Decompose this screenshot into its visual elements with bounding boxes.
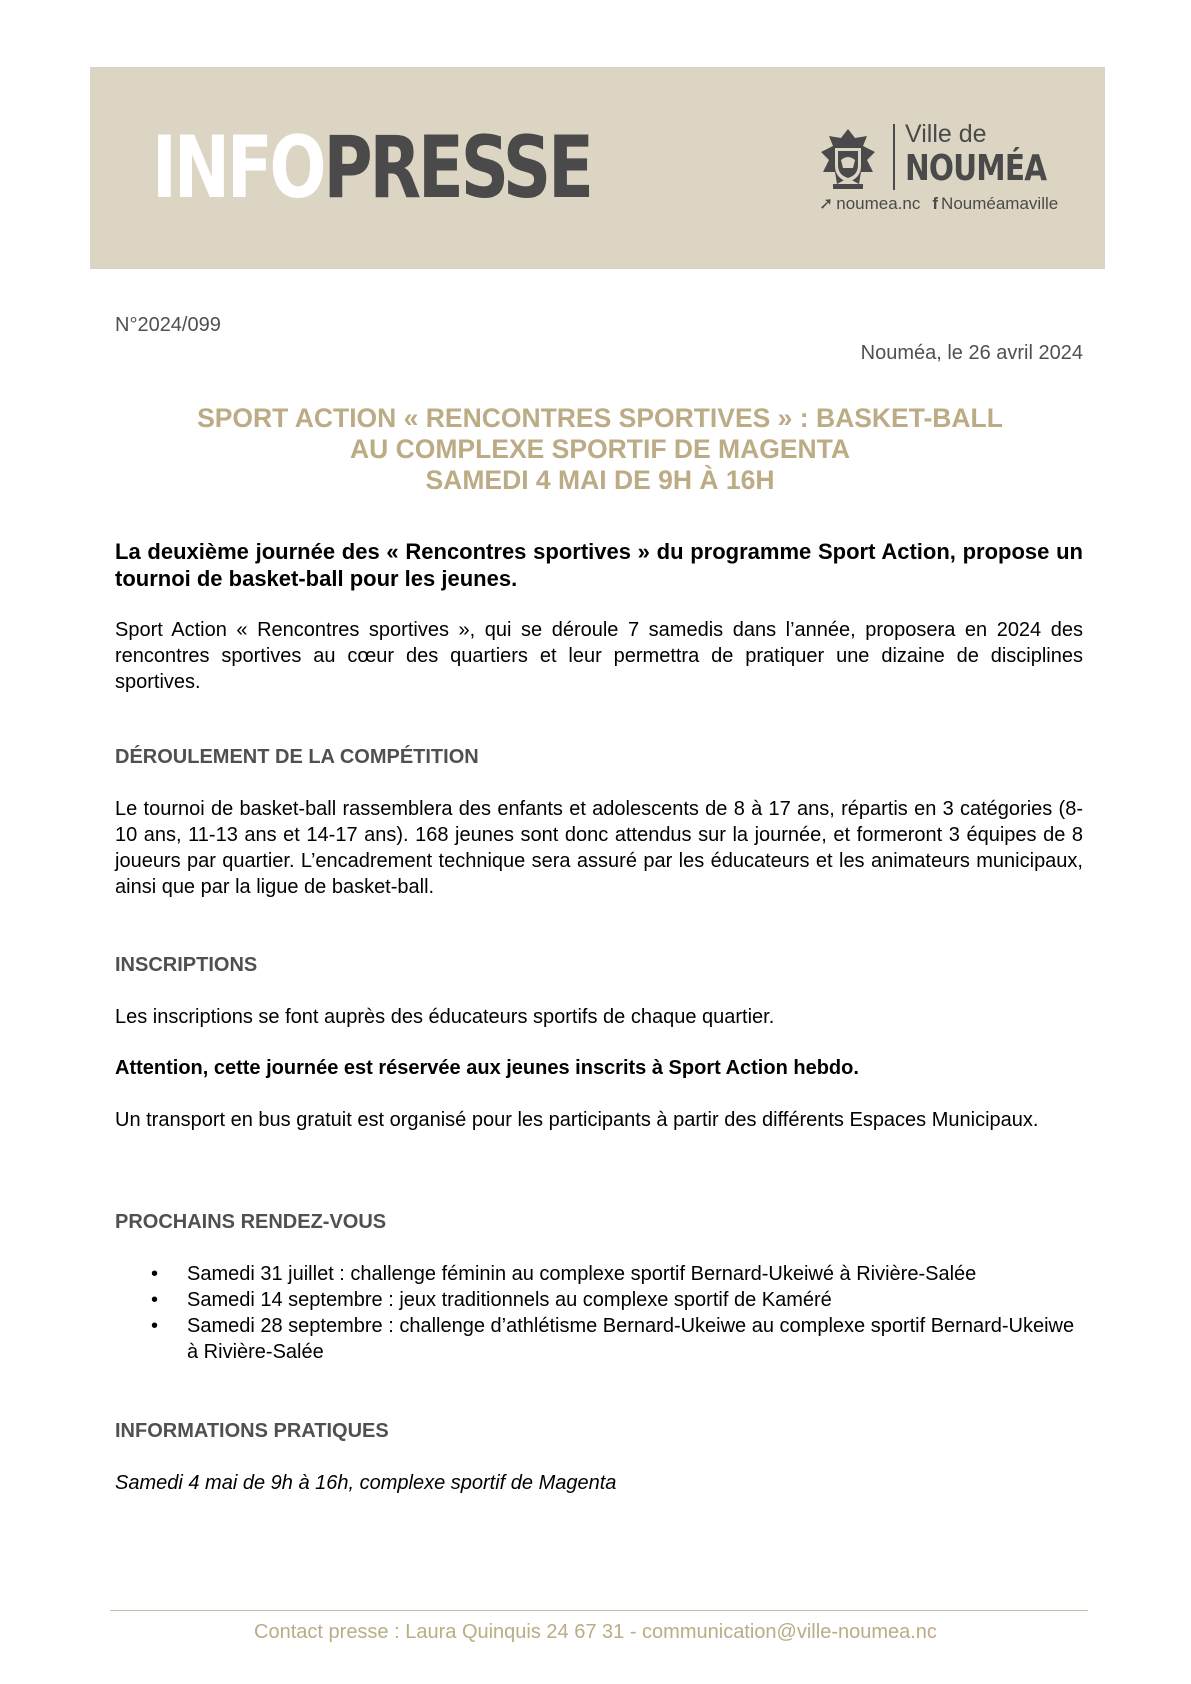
logo-city-name: NOUMÉA [905,148,1047,189]
bullet: • [151,1289,159,1311]
info-presse-wordmark [152,118,591,218]
press-release-number: N°2024/099 [115,314,221,336]
list-item [115,1261,1083,1287]
deroulement-paragraph: Le tournoi de basket-ball rassemblera des enfants et adolescents de 8 à 17 ans, répartis en 3 catégories (8-10 ans, 11-13 ans et 14-17 ans). 168 jeunes sont donc attendus sur la journée, et formeront 3 équipes de 8 joueurs par quartier. L’encadrement technique sera assuré par les éducateurs et les animateurs municipaux, ainsi que par la ligue de basket-ball. [115,798,1083,898]
lead-paragraph: La deuxième journée des « Rencontres sportives » du programme Sport Action, propose un tournoi de basket-ball pour les jeunes. [115,539,1083,591]
list-item [115,1313,1083,1365]
pratiques-paragraph: Samedi 4 mai de 9h à 16h, complexe sportif de Magenta [115,1472,617,1494]
intro-paragraph: Sport Action « Rencontres sportives », qui se déroule 7 samedis dans l’année, proposera en 2024 des rencontres sportives au cœur des quartiers et leur permettra de pratiquer une dizaine de disciplines sportives. [115,619,1083,693]
website-link[interactable]: noumea.nc [836,194,921,213]
city-crest-icon [815,126,881,192]
list-item-text: Samedi 28 septembre : challenge d’athlétisme Bernard-Ukeiwe au complexe sportif Bernard-Ukeiwe à Rivière-Salée [187,1315,1075,1363]
inscriptions-paragraph: Les inscriptions se font auprès des éducateurs sportifs de chaque quartier. [115,1006,775,1028]
bullet: • [151,1315,159,1337]
facebook-icon: f [932,194,939,213]
inscriptions-warning: Attention, cette journée est réservée aux jeunes inscrits à Sport Action hebdo. [115,1057,859,1079]
list-item-text: Samedi 14 septembre : jeux traditionnels au complexe sportif de Kaméré [187,1289,832,1311]
list-item-text: Samedi 31 juillet : challenge féminin au complexe sportif Bernard-Ukeiwé à Rivière-Salée [187,1263,977,1285]
press-contact: Contact presse : Laura Quinquis 24 67 31 - communication@ville-noumea.nc [254,1621,937,1643]
logo-links [819,194,1058,214]
brand-part-presse: PRESSE [323,118,591,218]
bullet: • [151,1263,159,1285]
heading-rendezvous: PROCHAINS RENDEZ-VOUS [115,1211,387,1233]
title-line-1: SPORT ACTION « RENCONTRES SPORTIVES » : BASKET-BALL [197,403,1003,433]
title-line-2: AU COMPLEXE SPORTIF DE MAGENTA [349,434,851,464]
facebook-link[interactable]: Nouméamaville [941,194,1059,213]
document-title [100,403,1100,496]
heading-pratiques: INFORMATIONS PRATIQUES [115,1420,389,1442]
heading-deroulement: DÉROULEMENT DE LA COMPÉTITION [115,746,479,768]
list-item [115,1287,1083,1313]
ville-de-noumea-logo [815,120,1059,214]
dateline: Nouméa, le 26 avril 2024 [860,342,1083,364]
transport-paragraph: Un transport en bus gratuit est organisé pour les participants à partir des différents Espaces Municipaux. [115,1109,1039,1131]
logo-divider [893,124,895,190]
cursor-arrow-icon: ➚ [819,194,834,213]
footer-divider [110,1610,1088,1611]
header-banner [90,67,1105,269]
brand-part-info: INFO [152,118,324,218]
heading-inscriptions: INSCRIPTIONS [115,954,258,976]
rendezvous-list [115,1261,1083,1365]
logo-ville-label: Ville de [905,120,987,148]
title-line-3: SAMEDI 4 MAI DE 9H À 16H [425,465,775,495]
